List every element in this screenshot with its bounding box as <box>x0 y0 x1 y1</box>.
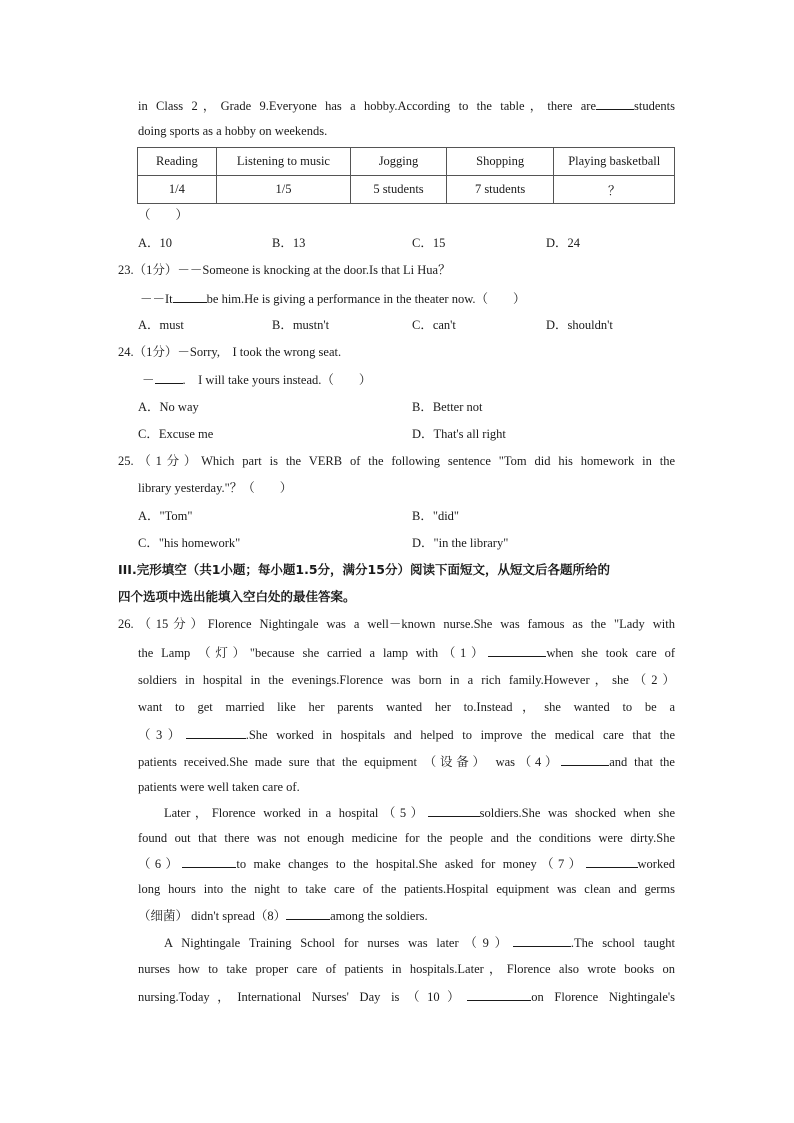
table-cell: ？ <box>554 176 675 204</box>
table-header-cell: Shopping <box>446 148 554 176</box>
q22-option-c: C．15 <box>412 236 446 250</box>
table-row <box>138 148 675 176</box>
q26-p2-line1: Later，Florence worked in a hospital（5） soldiers.She was shocked when she <box>164 806 675 820</box>
q23-option-c: C．can't <box>412 318 456 332</box>
q26-p1-line7: patients were well taken care of. <box>138 780 300 794</box>
q23-option-b: B．mustn't <box>272 318 330 332</box>
q22-option-d: D．24 <box>546 236 581 250</box>
q25-option-c: C．"his homework" <box>138 536 241 550</box>
table-cell: 1/5 <box>216 176 350 204</box>
q22-answer-paren: （ ） <box>138 208 189 222</box>
q22-option-a: A．10 <box>138 236 173 250</box>
table-cell: 7 students <box>446 176 554 204</box>
table-cell: 5 students <box>351 176 447 204</box>
section-heading-line1: III.完形填空（共1小题；每小题1.5分，满分15分）阅读下面短文，从短文后各题所给的 <box>118 562 610 577</box>
table-header-cell: Listening to music <box>216 148 350 176</box>
q25-option-b: B．"did" <box>412 509 460 523</box>
table-header-cell: Reading <box>138 148 217 176</box>
q23-option-d: D．shouldn't <box>546 318 613 332</box>
q23-option-a: A．must <box>138 318 184 332</box>
table-header-cell: Playing basketball <box>554 148 675 176</box>
q26-p1-line4: want to get married like her parents wanted her to.Instead，she wanted to be a <box>138 700 675 714</box>
table-row <box>138 176 675 204</box>
q26-p2-line4: long hours into the night to take care of the patients.Hospital equipment was clean and germs <box>138 882 675 896</box>
q22-option-b: B．13 <box>272 236 306 250</box>
q26-p3-line2: nurses how to take proper care of patients in hospitals.Later，Florence also wrote books on <box>138 962 675 976</box>
section-heading-line2: 四个选项中选出能填入空白处的最佳答案。 <box>118 589 356 604</box>
hobby-table <box>137 147 675 204</box>
q26-p3-line3: nursing.Today，International Nurses' Day is（10） on Florence Nightingale's <box>138 990 675 1004</box>
q24-option-d: D．That's all right <box>412 427 506 441</box>
q26-p1-line2: the Lamp （灯）"because she carried a lamp with（1） when she took care of <box>138 646 675 660</box>
q24-option-c: C．Excuse me <box>138 427 214 441</box>
q22-stem-line2: doing sports as a hobby on weekends. <box>138 124 328 138</box>
q24-option-a: A．No way <box>138 400 199 414</box>
q26-p3-line1: A Nightingale Training School for nurses was later（9） .The school taught <box>164 936 675 950</box>
q25-option-a: A．"Tom" <box>138 509 193 523</box>
q24-stem: 24.（1分）－Sorry, I took the wrong seat. <box>118 345 342 359</box>
q26-p2-line2: found out that there was not enough medicine for the people and the conditions were dirty.She <box>138 831 675 845</box>
q26-p1-line1: 26.（15分）Florence Nightingale was a well－known nurse.She was famous as the "Lady with <box>118 617 675 631</box>
q22-stem-line1: in Class 2，Grade 9.Everyone has a hobby.According to the table，there are students <box>138 99 675 113</box>
q26-p1-line3: soldiers in hospital in the evenings.Florence was born in a rich family.However，she（2） <box>138 673 675 687</box>
q25-stem: 25.（1分）Which part is the VERB of the following sentence "Tom did his homework in the <box>118 454 675 468</box>
table-header-cell: Jogging <box>351 148 447 176</box>
q25-line2: library yesterday."？（ ） <box>138 481 293 495</box>
q23-line2: －－It be him.He is giving a performance in the theater now.（ ） <box>140 292 526 306</box>
q25-option-d: D．"in the library" <box>412 536 509 550</box>
q26-p2-line5: （细菌） didn't spread（8） among the soldiers. <box>138 909 428 923</box>
q24-option-b: B．Better not <box>412 400 483 414</box>
q24-line2: － . I will take yours instead.（ ） <box>142 373 372 387</box>
table-cell: 1/4 <box>138 176 217 204</box>
q23-stem: 23.（1分）－－Someone is knocking at the door.Is that Li Hua？ <box>118 263 451 277</box>
q26-p1-line6: patients received.She made sure that the equipment （设备） was（4） and that the <box>138 755 675 769</box>
q26-p1-line5: （3） .She worked in hospitals and helped to improve the medical care that the <box>138 728 675 742</box>
q26-p2-line3: （6） to make changes to the hospital.She asked for money（7） worked <box>138 857 675 871</box>
